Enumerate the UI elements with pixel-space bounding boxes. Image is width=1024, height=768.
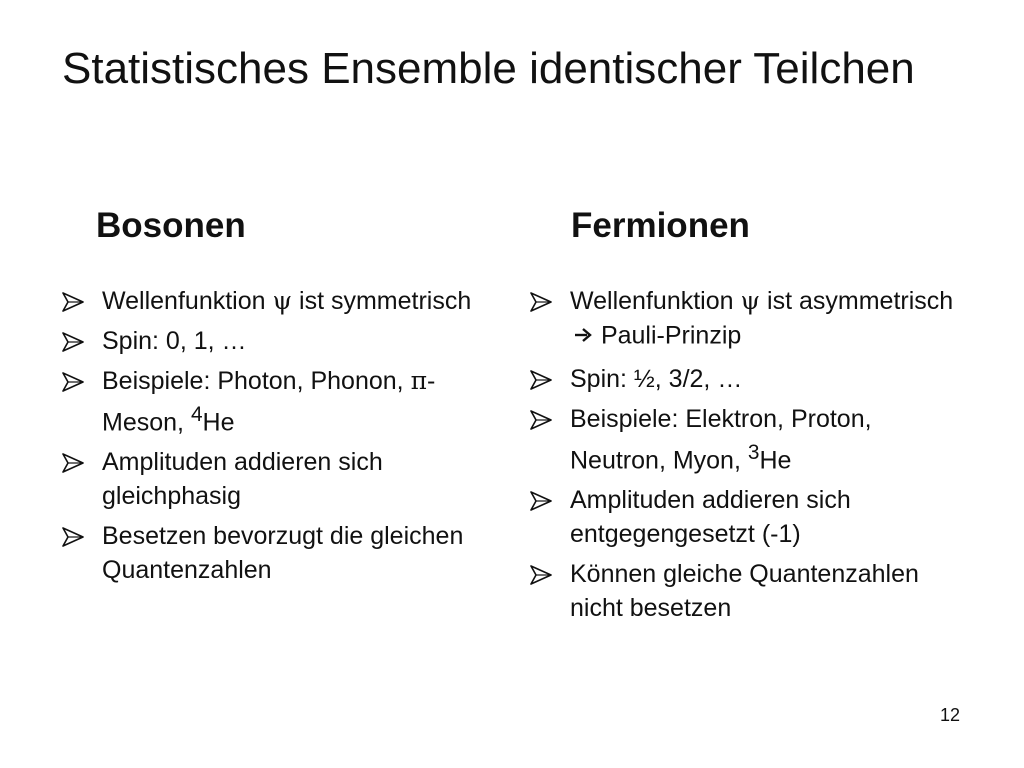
- arrowhead-bullet-icon: [62, 324, 92, 358]
- arrowhead-bullet-icon: [530, 362, 560, 396]
- superscript: 3: [747, 441, 760, 464]
- arrowhead-bullet-icon: [62, 519, 92, 553]
- list-item: [62, 519, 492, 587]
- arrowhead-bullet-icon: [530, 402, 560, 436]
- item-text: Spin: 0, 1, …: [102, 327, 247, 355]
- list-item: [62, 364, 492, 439]
- arrowhead-bullet-icon: [530, 557, 560, 591]
- fermions-list: [530, 284, 970, 631]
- arrowhead-bullet-icon: [530, 284, 560, 318]
- arrowhead-bullet-icon: [62, 284, 92, 318]
- right-arrow-icon: [574, 318, 592, 352]
- item-text: ist symmetrisch: [292, 287, 472, 315]
- item-text: He: [759, 446, 792, 475]
- list-item: [530, 284, 970, 356]
- list-item: [530, 402, 970, 477]
- list-item: [62, 324, 492, 358]
- item-text: Wellenfunktion: [570, 287, 741, 315]
- list-item: [62, 445, 492, 513]
- item-text: -Meson,: [102, 367, 436, 437]
- psi-symbol: ψ: [272, 286, 293, 315]
- item-text: Amplituden addieren sich entgegengesetzt (-1): [570, 486, 851, 549]
- pi-symbol: π: [410, 366, 427, 395]
- item-text: Können gleiche Quantenzahlen nicht besetzen: [570, 560, 919, 623]
- arrowhead-bullet-icon: [62, 445, 92, 479]
- arrowhead-bullet-icon: [530, 483, 560, 517]
- list-item: [62, 284, 492, 318]
- list-item: [530, 557, 970, 625]
- item-text: He: [202, 408, 235, 437]
- bosons-heading: Bosonen: [96, 206, 246, 245]
- page-number: 12: [940, 705, 961, 725]
- fermions-heading: Fermionen: [571, 206, 750, 245]
- psi-symbol: ψ: [740, 286, 761, 315]
- item-text: Spin: ½, 3/2, …: [570, 365, 743, 393]
- slide-title: Statistisches Ensemble identischer Teilchen: [62, 44, 915, 93]
- item-text: Beispiele: Elektron, Proton, Neutron, Myon,: [570, 405, 872, 475]
- item-text: Pauli-Prinzip: [594, 321, 742, 350]
- item-text: Amplituden addieren sich gleichphasig: [102, 448, 383, 511]
- item-text: Wellenfunktion: [102, 287, 273, 315]
- arrowhead-bullet-icon: [62, 364, 92, 398]
- list-item: [530, 362, 970, 396]
- bosons-list: [62, 284, 492, 593]
- item-text: Besetzen bevorzugt die gleichen Quantenzahlen: [102, 522, 464, 585]
- list-item: [530, 483, 970, 551]
- item-text: ist asymmetrisch: [760, 287, 954, 315]
- superscript: 4: [190, 403, 203, 426]
- item-text: Beispiele: Photon, Phonon,: [102, 367, 411, 395]
